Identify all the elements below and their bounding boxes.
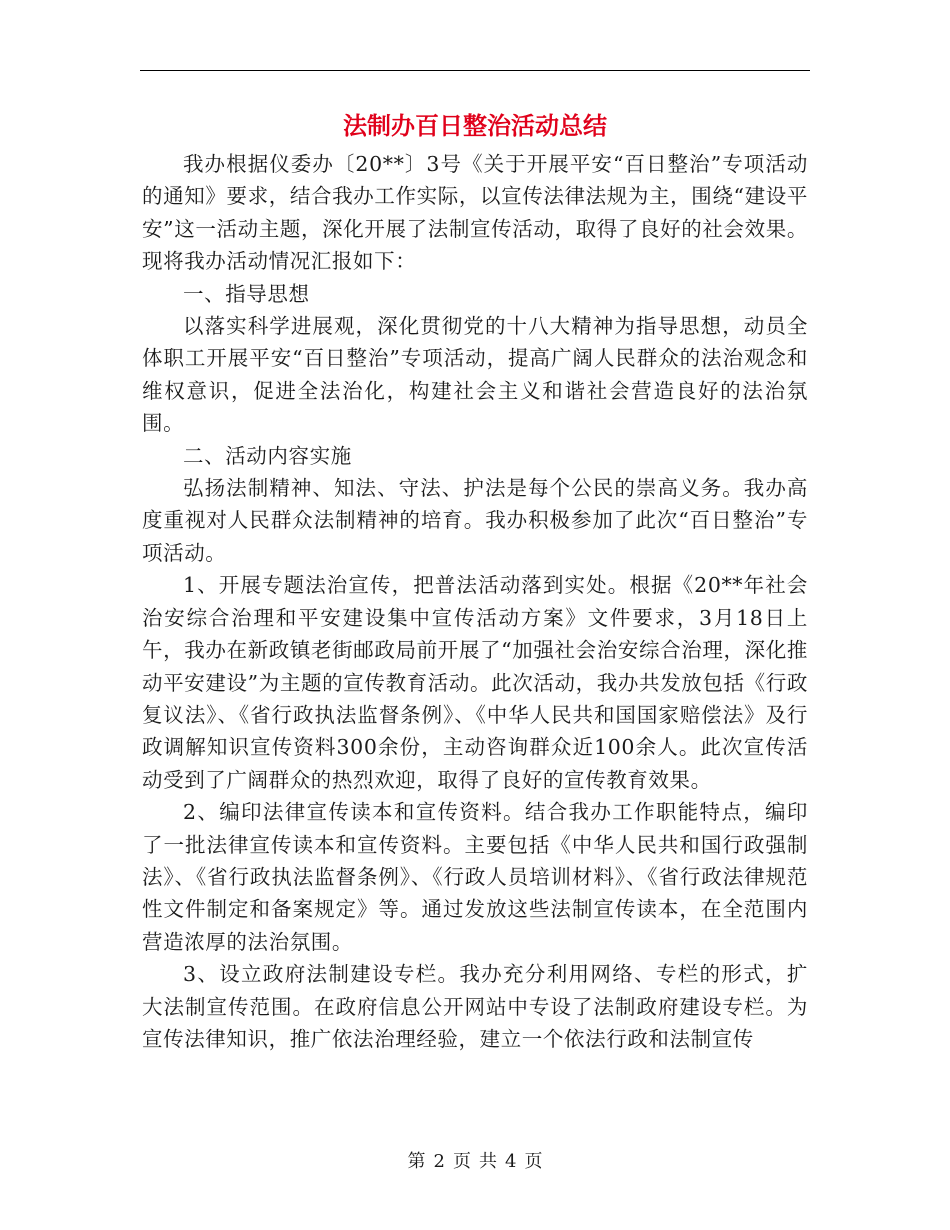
footer-label-total: 共 — [479, 1151, 497, 1172]
section-heading-guiding-ideology: 一、指导思想 — [183, 281, 310, 306]
section-heading-activity-content: 二、活动内容实施 — [183, 443, 352, 468]
paragraph-guiding-ideology: 以落实科学进展观，深化贯彻党的十八大精神为指导思想，动员全体职工开展平安“百日整治”专项活动，提高广阔人民群众的法治观念和维权意识，促进全法治化，构建社会主义和谐社会营造良好的法治氛围。 — [142, 314, 808, 436]
paragraph-item-3: 3、设立政府法制建设专栏。我办充分利用网络、专栏的形式，扩大法制宣传范围。在政府信息公开网站中专设了法制政府建设专栏。为宣传法律知识，推广依法治理经验，建立一个依法行政和法制宣传 — [142, 962, 808, 1051]
footer-label-unit: 页 — [453, 1151, 471, 1172]
footer-label-unit-end: 页 — [524, 1151, 543, 1172]
page-footer — [0, 1150, 950, 1174]
footer-current-page: 2 — [433, 1151, 445, 1172]
paragraph-intro: 我办根据仪委办〔20**〕3号《关于开展平安“百日整治”专项活动的通知》要求，结合我办工作实际，以宣传法律法规为主，围绕“建设平安”这一活动主题，深化开展了法制宣传活动，取得了良好的社会效果。现将我办活动情况汇报如下： — [142, 152, 808, 274]
document-body — [142, 148, 808, 1055]
paragraph-activity-overview: 弘扬法制精神、知法、守法、护法是每个公民的崇高义务。我办高度重视对人民群众法制精神的培育。我办积极参加了此次“百日整治”专项活动。 — [142, 476, 808, 565]
paragraph-item-2: 2、编印法律宣传读本和宣传资料。结合我办工作职能特点，编印了一批法律宣传读本和宣传资料。主要包括《中华人民共和国行政强制法》、《省行政执法监督条例》、《行政人员培训材料》、《省行政法律规范性文件制定和备案规定》等。通过发放这些法制宣传读本，在全范围内营造浓厚的法治氛围。 — [142, 800, 808, 954]
footer-label-page: 第 — [407, 1151, 426, 1172]
header-rule — [140, 70, 810, 71]
footer-total-pages: 4 — [505, 1151, 517, 1172]
paragraph-item-1: 1、开展专题法治宣传，把普法活动落到实处。根据《20**年社会治安综合治理和平安建设集中宣传活动方案》文件要求，3月18日上午，我办在新政镇老街邮政局前开展了“加强社会治安综合治理，深化推动平安建设”为主题的宣传教育活动。此次活动，我办共发放包括《行政复议法》、《省行政执法监督条例》、《中华人民共和国国家赔偿法》及行政调解知识宣传资料300余份，主动咨询群众近100余人。此次宣传活动受到了广阔群众的热烈欢迎，取得了良好的宣传教育效果。 — [142, 573, 808, 792]
document-title: 法制办百日整治活动总结 — [343, 111, 607, 140]
